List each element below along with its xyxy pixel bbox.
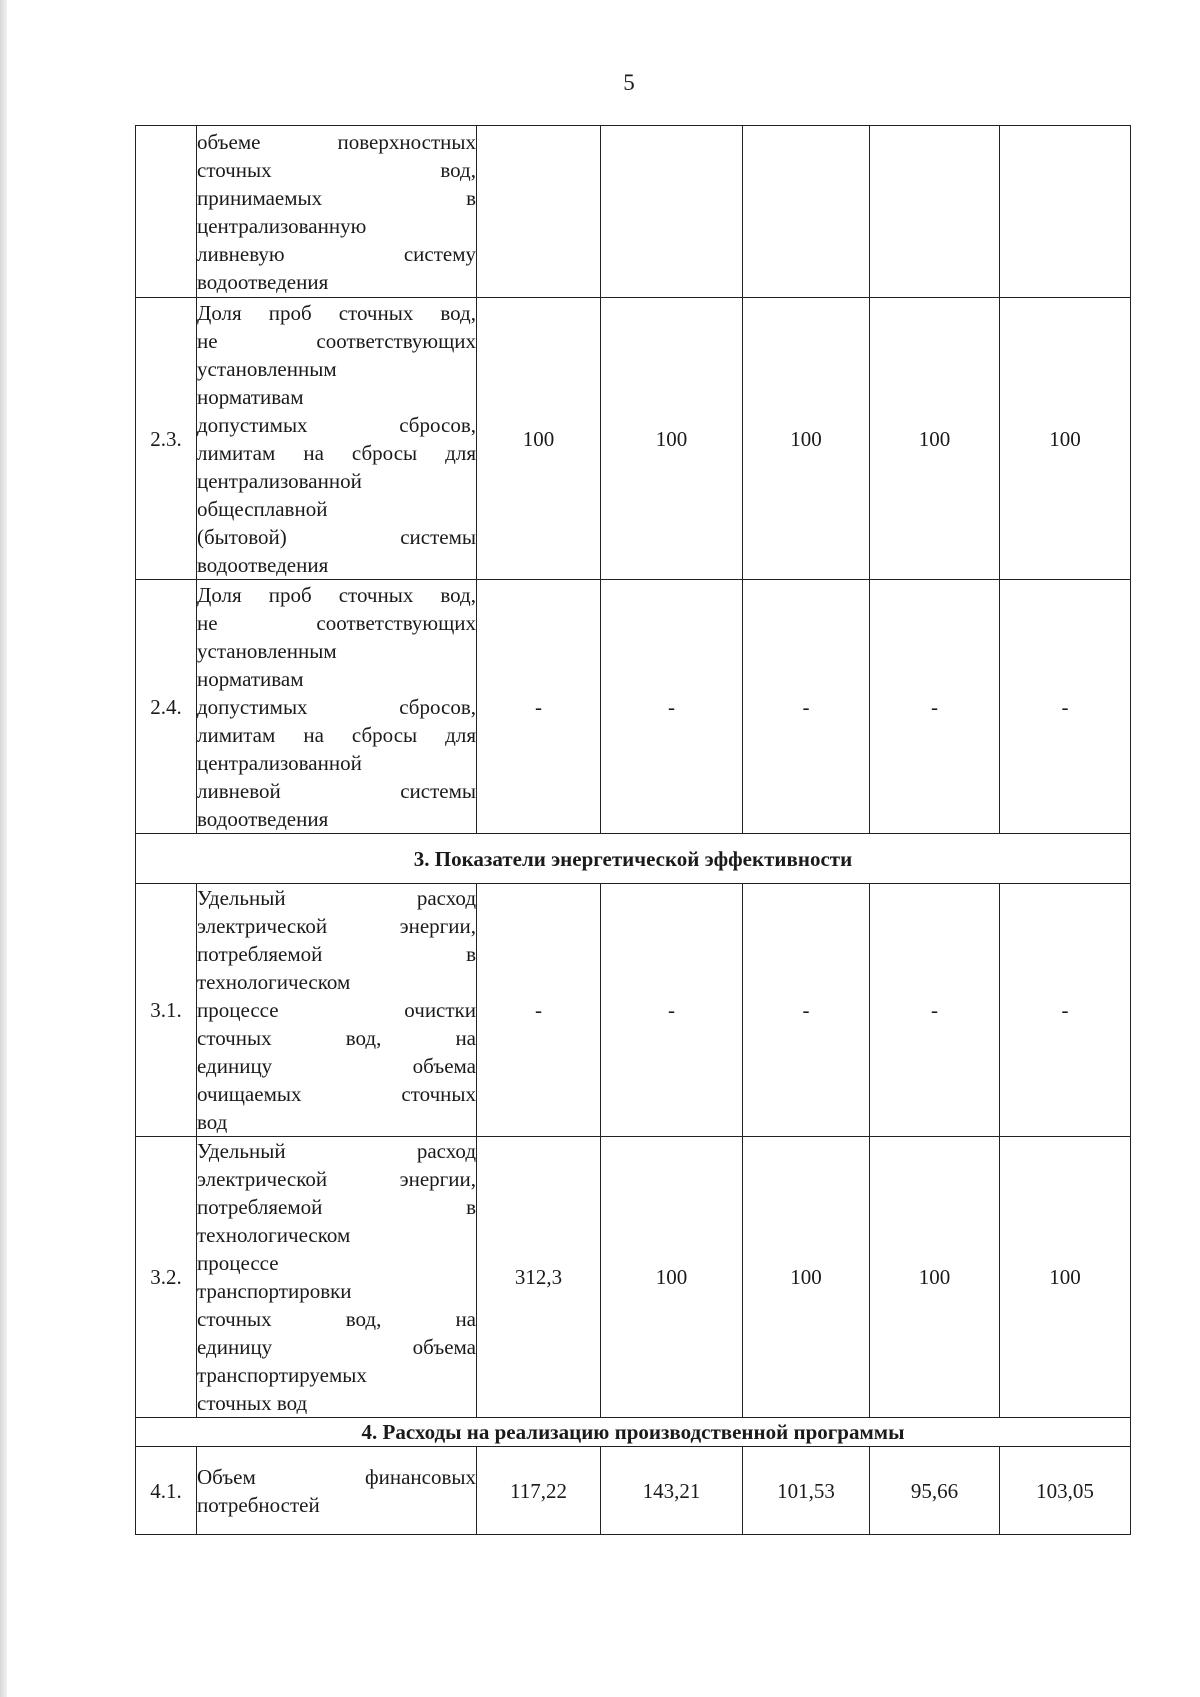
value-cell: 100 xyxy=(743,1137,870,1418)
indicator-name-line: Удельный расход xyxy=(197,1139,476,1163)
value-cell: - xyxy=(1000,884,1131,1137)
value-cell: 100 xyxy=(1000,1137,1131,1418)
indicator-name-line: водоотведения xyxy=(197,806,329,831)
value-cell: 100 xyxy=(870,298,1000,580)
indicator-name-line: единицу объема xyxy=(197,1335,476,1359)
value-cell: 117,22 xyxy=(477,1447,601,1535)
indicator-name-line: сточных вод xyxy=(197,1391,308,1415)
row-number: 3.2. xyxy=(136,1137,197,1418)
indicator-name-line: процессе очистки xyxy=(197,998,476,1022)
indicator-name-line: водоотведения xyxy=(197,552,329,577)
indicator-name-line: (бытовой) системы xyxy=(197,524,476,549)
table-row xyxy=(136,580,1131,834)
indicator-name-line: единицу объема xyxy=(197,1054,476,1078)
indicator-name xyxy=(197,298,477,580)
indicator-name-line: лимитам на сбросы для xyxy=(197,722,476,747)
indicator-name-line: вод xyxy=(197,1110,228,1134)
indicator-name-line: объеме поверхностных xyxy=(197,129,476,154)
table-row xyxy=(136,1137,1131,1418)
indicator-name-line: сточных вод, xyxy=(197,157,476,182)
indicator-name-line: Доля проб сточных вод, xyxy=(197,300,476,325)
section-heading: 3. Показатели энергетической эффективности xyxy=(136,834,1131,884)
indicator-name-line: потребляемой в xyxy=(197,1195,476,1219)
indicator-name-line: сточных вод, на xyxy=(197,1307,476,1331)
indicator-name-line: транспортируемых xyxy=(197,1363,367,1387)
indicator-name-line: централизованной xyxy=(197,750,362,775)
indicator-name-line: ливневую систему xyxy=(197,241,476,266)
value-cell: 100 xyxy=(601,1137,743,1418)
table-row xyxy=(136,884,1131,1137)
indicator-name-line: централизованной xyxy=(197,468,362,493)
indicator-name-line: сточных вод, на xyxy=(197,1026,476,1050)
indicator-name-line: установленным xyxy=(197,356,337,381)
value-cell: 100 xyxy=(1000,298,1131,580)
indicator-name xyxy=(197,884,477,1137)
value-cell xyxy=(870,126,1000,298)
value-cell: 100 xyxy=(743,298,870,580)
indicator-name-line: общесплавной xyxy=(197,496,328,521)
value-cell: - xyxy=(1000,580,1131,834)
scan-edge xyxy=(0,0,7,1697)
section-heading: 4. Расходы на реализацию производственной программы xyxy=(136,1418,1131,1447)
indicator-name-line: очищаемых сточных xyxy=(197,1082,476,1106)
value-cell: 100 xyxy=(601,298,743,580)
value-cell: 101,53 xyxy=(743,1447,870,1535)
indicator-name-line: электрической энергии, xyxy=(197,914,476,938)
indicator-name-line: потребляемой в xyxy=(197,942,476,966)
indicator-name xyxy=(197,1447,477,1535)
indicator-name-line: централизованную xyxy=(197,213,367,238)
value-cell: - xyxy=(743,580,870,834)
indicators-table xyxy=(135,125,1131,1535)
indicator-name-line: технологическом xyxy=(197,970,351,994)
value-cell xyxy=(477,126,601,298)
indicator-name-line: допустимых сбросов, xyxy=(197,412,476,437)
row-number: 4.1. xyxy=(136,1447,197,1535)
indicator-name-line: Объем финансовых xyxy=(197,1464,476,1489)
value-cell xyxy=(743,126,870,298)
value-cell: 103,05 xyxy=(1000,1447,1131,1535)
section-row xyxy=(136,1418,1131,1447)
table-row xyxy=(136,298,1131,580)
indicator-name-line: не соответствующих xyxy=(197,328,476,353)
indicator-name-line: лимитам на сбросы для xyxy=(197,440,476,465)
indicator-name-line: ливневой системы xyxy=(197,778,476,803)
value-cell: - xyxy=(601,580,743,834)
table-row xyxy=(136,126,1131,298)
value-cell: 143,21 xyxy=(601,1447,743,1535)
value-cell: 100 xyxy=(477,298,601,580)
value-cell: - xyxy=(870,580,1000,834)
indicator-name xyxy=(197,580,477,834)
value-cell: - xyxy=(477,580,601,834)
indicator-name-line: Доля проб сточных вод, xyxy=(197,582,476,607)
indicator-name-line: допустимых сбросов, xyxy=(197,694,476,719)
value-cell: 100 xyxy=(870,1137,1000,1418)
value-cell xyxy=(1000,126,1131,298)
indicator-name-line: процессе xyxy=(197,1251,279,1275)
value-cell: - xyxy=(601,884,743,1137)
row-number: 2.4. xyxy=(136,580,197,834)
indicator-name-line: нормативам xyxy=(197,384,304,409)
indicator-name-line: потребностей xyxy=(197,1492,320,1517)
indicator-name xyxy=(197,1137,477,1418)
page-number: 5 xyxy=(623,70,635,95)
value-cell xyxy=(601,126,743,298)
value-cell: - xyxy=(870,884,1000,1137)
value-cell: - xyxy=(477,884,601,1137)
indicator-name-line: принимаемых в xyxy=(197,185,476,210)
indicator-name xyxy=(197,126,477,298)
indicator-name-line: водоотведения xyxy=(197,269,329,294)
indicator-name-line: электрической энергии, xyxy=(197,1167,476,1191)
value-cell: 312,3 xyxy=(477,1137,601,1418)
indicator-name-line: не соответствующих xyxy=(197,610,476,635)
value-cell: 95,66 xyxy=(870,1447,1000,1535)
row-number: 2.3. xyxy=(136,298,197,580)
row-number xyxy=(136,126,197,298)
indicator-name-line: транспортировки xyxy=(197,1279,352,1303)
value-cell: - xyxy=(743,884,870,1137)
indicator-name-line: установленным xyxy=(197,638,337,663)
indicator-name-line: Удельный расход xyxy=(197,886,476,910)
table-row xyxy=(136,1447,1131,1535)
indicator-name-line: технологическом xyxy=(197,1223,351,1247)
indicator-name-line: нормативам xyxy=(197,666,304,691)
row-number: 3.1. xyxy=(136,884,197,1137)
section-row xyxy=(136,834,1131,884)
